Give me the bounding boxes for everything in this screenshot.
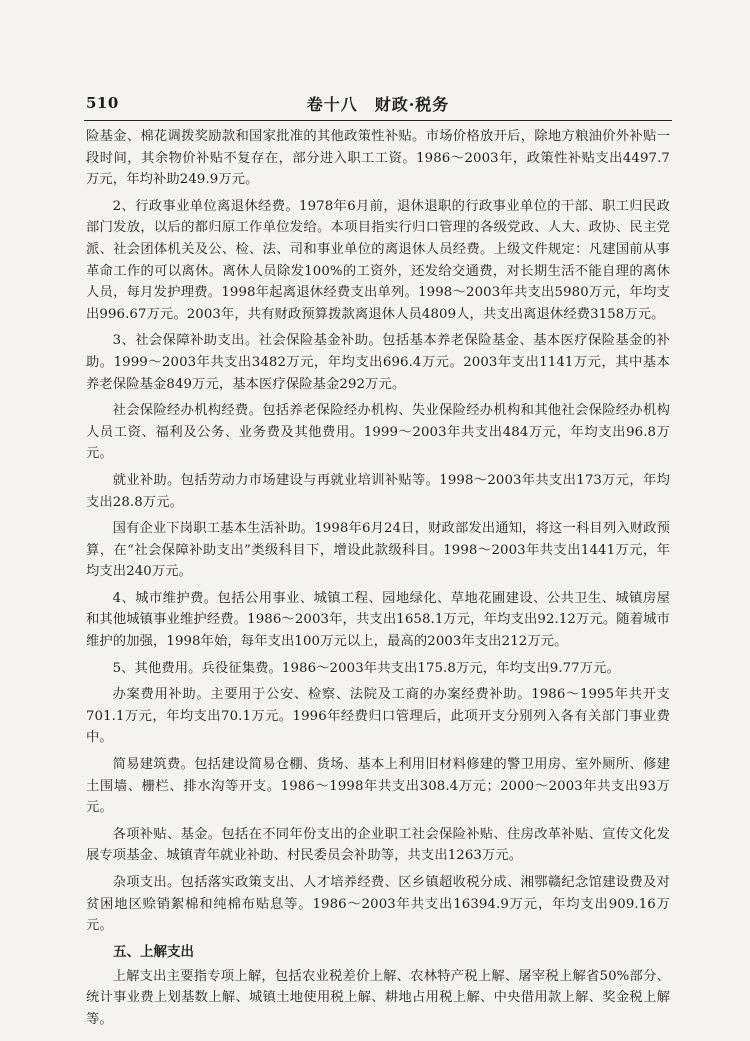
paragraph: 简易建筑费。包括建设简易仓棚、货场、基本上利用旧材料修建的警卫用房、室外厕所、修建土围墙、栅栏、排水沟等开支。1986～1998年共支出308.4万元；2000～2003年共支出93万元。: [86, 757, 670, 816]
paragraph: 险基金、棉花调拨奖励款和国家批准的其他政策性补贴。市场价格放开后，除地方粮油价外补贴一段时间，其余物价补贴不复存在，部分进入职工工资。1986～2003年，政策性补贴支出4497.7万元，年均补助249.9万元。: [86, 129, 670, 188]
paragraph: 国有企业下岗职工基本生活补助。1998年6月24日，财政部发出通知，将这一科目列入财政预算，在“社会保障补助支出”类级科目下，增设此款级科目。1998～2003年共支出1441万元，年均支出240万元。: [86, 521, 670, 580]
paragraph: 上解支出主要指专项上解，包括农业税差价上解、农林特产税上解、屠宰税上解省50%部分、统计事业费上划基数上解、城镇土地使用税上解、耕地占用税上解、中央借用款上解、奖金税上解等。: [86, 968, 670, 1027]
body-text: [86, 126, 670, 1036]
paragraph: 3、社会保障补助支出。社会保险基金补助。包括基本养老保险基金、基本医疗保险基金的补助。1999～2003年共支出3482万元，年均支出696.4万元。2003年支出1141万元，其中基本养老保险基金849万元，基本医疗保险基金292万元。: [86, 333, 670, 392]
paragraph: 办案费用补助。主要用于公安、检察、法院及工商的办案经费补助。1986～1995年共开支701.1万元，年均支出70.1万元。1996年经费归口管理后，此项开支分别列入各有关部门事业费中。: [86, 687, 670, 746]
paragraph: 杂项支出。包括落实政策支出、人才培养经费、区乡镇超收税分成、湘鄂赣纪念馆建设费及对贫困地区赊销絮棉和纯棉布贴息等。1986～2003年共支出16394.9万元，年均支出909.16万元。: [86, 875, 670, 934]
paragraph: 4、城市维护费。包括公用事业、城镇工程、园地绿化、草地花圃建设、公共卫生、城镇房屋和其他城镇事业维护经费。1986～2003年，共支出1658.1万元，年均支出92.12万元。随着城市维护的加强，1998年始，每年支出100万元以上，最高的2003年支出212万元。: [86, 590, 670, 650]
header-rule: [84, 120, 672, 121]
paragraph: 5、其他费用。兵役征集费。1986～2003年共支出175.8万元，年均支出9.77万元。: [112, 660, 620, 676]
paragraph: 2、行政事业单位离退休经费。1978年6月前，退休退职的行政事业单位的干部、职工归民政部门发放，以后的都归原工作单位发给。本项目指实行归口管理的各级党政、人大、政协、民主党派、社会团体机关及公、检、法、司和事业单位的离退休人员经费。上级文件规定：凡建国前从事革命工作的可以离休。离休人员除发100%的工资外，还发给交通费，对长期生活不能自理的离休人员，每月发护理费。1998年起离退休经费支出单列。1998～2003年共支出5980万元，年均支出996.67万元。2003年，共有财政预算拨款离退休人员4809人，共支出离退休经费3158万元。: [86, 198, 670, 322]
running-title: 卷十八 财政·税务: [306, 95, 450, 114]
paragraph: 各项补贴、基金。包括在不同年份支出的企业职工社会保险补贴、住房改革补贴、宣传文化发展专项基金、城镇青年就业补助、村民委员会补助等，共支出1263万元。: [86, 826, 670, 864]
section-heading: 五、上解支出: [113, 943, 194, 960]
page-header: [86, 92, 670, 118]
paragraph: 社会保险经办机构经费。包括养老保险经办机构、失业保险经办机构和其他社会保险经办机构人员工资、福利及公务、业务费及其他费用。1999～2003年共支出484万元，年均支出96.8万元。: [86, 403, 670, 462]
paragraph: 就业补助。包括劳动力市场建设与再就业培训补贴等。1998～2003年共支出173万元，年均支出28.8万元。: [86, 472, 670, 510]
page-number: 510: [86, 94, 119, 112]
